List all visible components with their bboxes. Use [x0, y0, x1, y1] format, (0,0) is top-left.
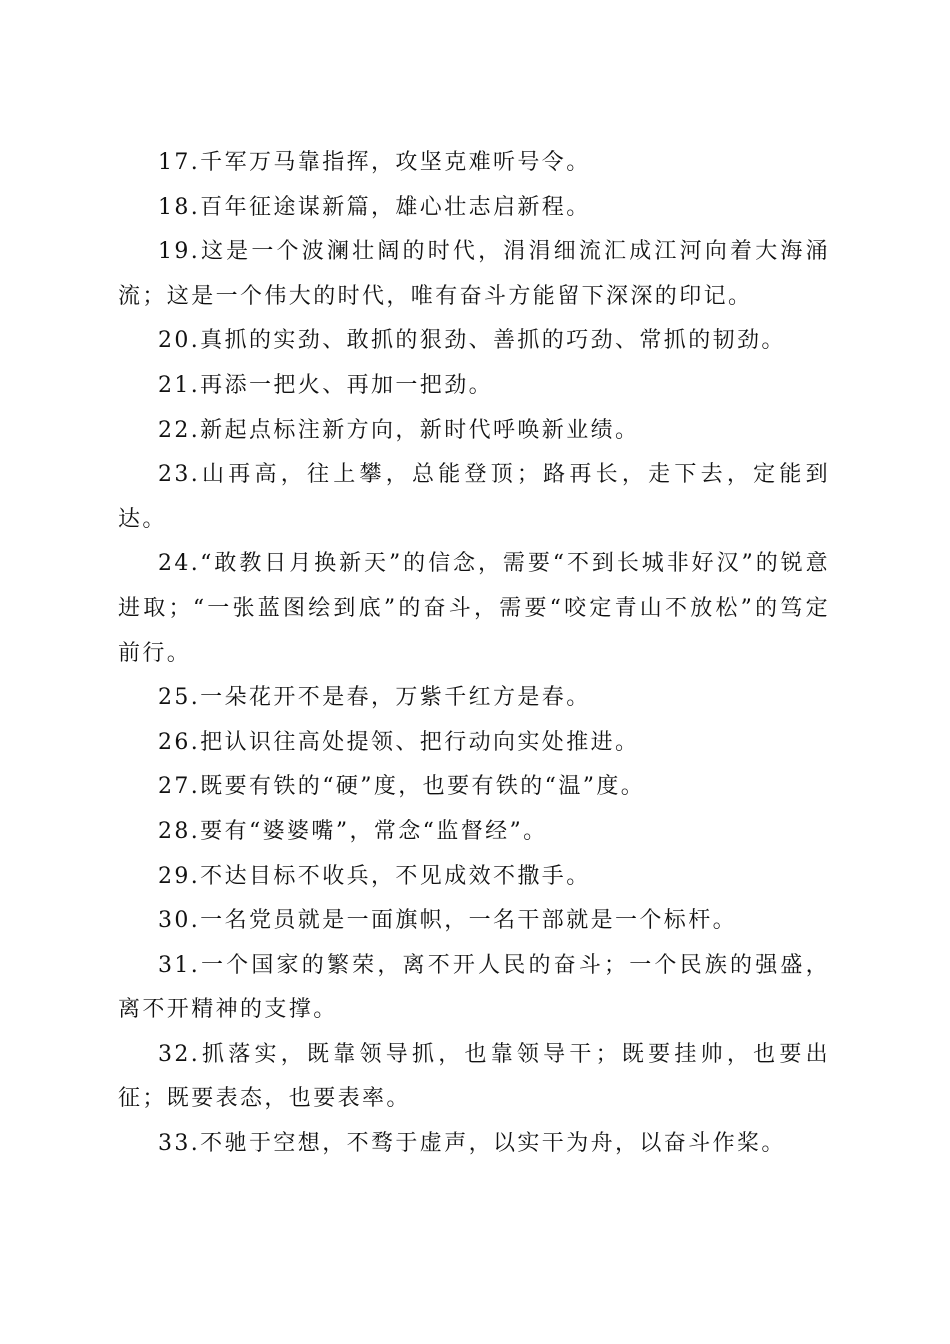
paragraph-32: 32.抓落实，既靠领导抓，也靠领导干；既要挂帅，也要出征；既要表态，也要表率。: [118, 1041, 830, 1112]
paragraph-23: 23.山再高，往上攀，总能登顶；路再长，走下去，定能到达。: [118, 462, 830, 532]
document-body: [118, 141, 830, 1167]
paragraph-30: 30.一名党员就是一面旗帜，一名干部就是一个标杆。: [158, 908, 737, 934]
paragraph-28: 28.要有“婆婆嘴”，常念“监督经”。: [158, 818, 548, 844]
paragraph-25: 25.一朵花开不是春，万紫千红方是春。: [158, 685, 591, 711]
paragraph-33: 33.不驰于空想，不骛于虚声，以实干为舟，以奋斗作桨。: [158, 1131, 786, 1157]
paragraph-19: 19.这是一个波澜壮阔的时代，涓涓细流汇成江河向着大海涌流；这是一个伟大的时代，唯有奋斗方能留下深深的印记。: [118, 239, 830, 309]
paragraph-24: 24.“敢教日月换新天”的信念，需要“不到长城非好汉”的锐意进取；“一张蓝图绘到底”的奋斗，需要“咬定青山不放松”的笃定前行。: [118, 551, 830, 666]
paragraph-18: 18.百年征途谋新篇，雄心壮志启新程。: [158, 194, 591, 220]
paragraph-17: 17.千军万马靠指挥，攻坚克难听号令。: [158, 150, 591, 175]
paragraph-27: 27.既要有铁的“硬”度，也要有铁的“温”度。: [158, 774, 646, 800]
paragraph-26: 26.把认识往高处提领、把行动向实处推进。: [158, 729, 640, 755]
paragraph-20: 20.真抓的实劲、敢抓的狠劲、善抓的巧劲、常抓的韧劲。: [158, 328, 786, 354]
paragraph-31: 31.一个国家的繁荣，离不开人民的奋斗；一个民族的强盛，离不开精神的支撑。: [118, 952, 830, 1023]
paragraph-29: 29.不达目标不收兵，不见成效不撒手。: [158, 863, 591, 889]
paragraph-22: 22.新起点标注新方向，新时代呼唤新业绩。: [158, 417, 640, 443]
paragraph-21: 21.再添一把火、再加一把劲。: [158, 372, 493, 398]
